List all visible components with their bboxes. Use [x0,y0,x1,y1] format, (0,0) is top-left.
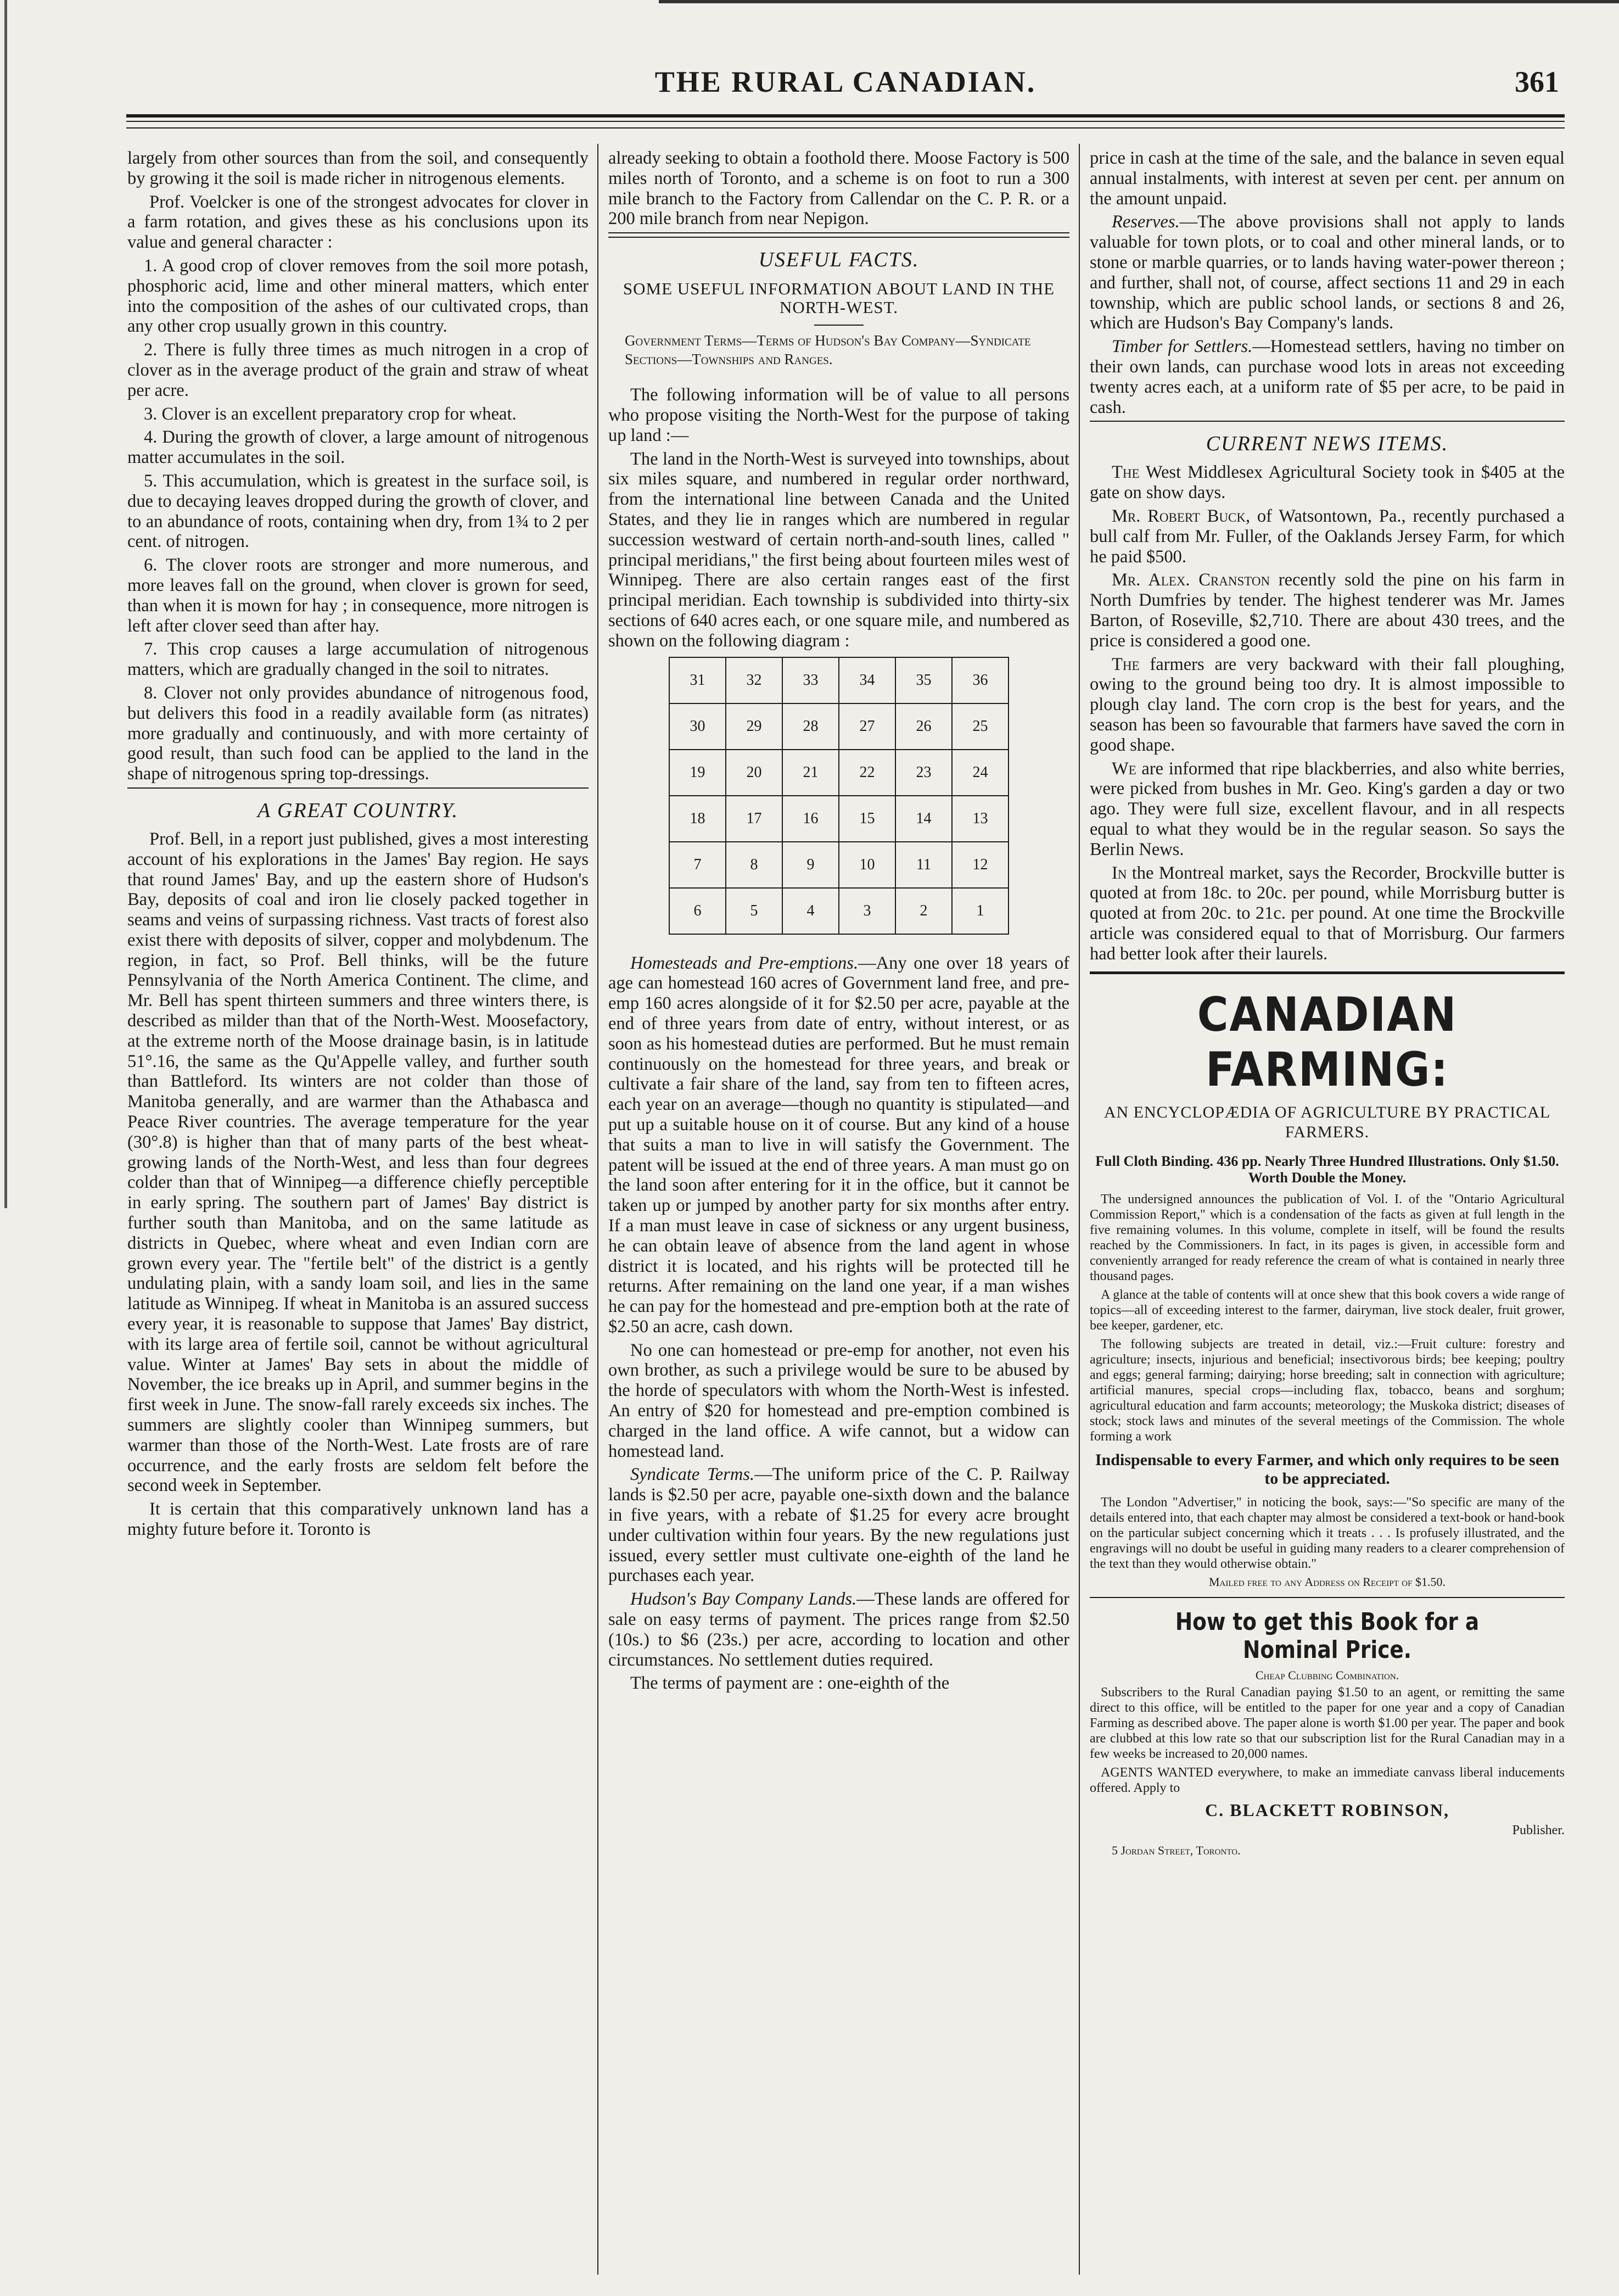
news-item [1090,462,1565,503]
table-row [669,657,1009,703]
run-in-heading: Syndicate Terms. [630,1465,755,1485]
article-paragraph: No one can homestead or pre-emp for another, not even his own brother, as such a privilege would be sure to be abused by the horde of speculators with whom the North-West is infested. An entry of $20 for homestead and pre-emption combined is charged in the land office. A wife cannot, but a widow can homestead land. [608,1340,1069,1461]
article-paragraph: The following information will be of value to all persons who propose visiting the North-West for the purpose of taking up land :— [608,385,1069,445]
section-divider [1090,421,1565,422]
news-lead: Mr. Alex. Cranston [1112,570,1270,590]
column-1 [127,148,589,2279]
section-cell: 21 [782,750,839,796]
page-number: 361 [1515,65,1559,98]
ad-subtitle: AN ENCYCLOPÆDIA OF AGRICULTURE BY PRACTICAL FARMERS. [1103,1103,1551,1142]
section-cell: 27 [839,703,895,750]
news-item [1090,570,1565,651]
ad-offer-subheading: Cheap Clubbing Combination. [1255,1668,1399,1683]
masthead-rule-thin-2 [126,127,1565,129]
section-cell: 6 [669,888,726,934]
section-cell: 15 [839,796,895,842]
ad-paragraph: Subscribers to the Rural Canadian paying $1.50 to an agent, or remitting the same direct to this office, will be entitled to the paper for one year and a copy of Canadian Farming as described above. The paper alone is worth $1.00 per year. The paper and book are clubbed at this low rate so that our subscription list for the Rural Canadian may in a few weeks be increased to 20,000 names. [1090,1685,1565,1762]
article-paragraph [608,953,1069,1337]
binding-edge [4,0,7,1208]
section-heading: CURRENT NEWS ITEMS. [1206,432,1449,456]
article-headline: SOME USEFUL INFORMATION ABOUT LAND IN THE NORTH-WEST. [623,279,1055,317]
section-cell: 2 [895,888,952,934]
run-in-heading: Reserves. [1112,212,1180,232]
table-row [669,750,1009,796]
column-divider [597,144,598,2275]
section-cell: 35 [895,657,952,703]
news-lead: The [1112,462,1140,483]
ad-title: CANADIAN FARMING: [1197,987,1458,1098]
news-lead: Mr. Robert Buck, [1112,506,1251,526]
list-item: 8. Clover not only provides abundance of nitrogenous food, but delivers this food in a readily available form (as nitrates) more gradually and continuously, and with more certainty of good result, than such food can be applied to the land in the shape of nitrogenous spring top-dressings. [127,683,589,784]
section-cell: 24 [952,750,1009,796]
township-diagram [669,657,1009,935]
article-paragraph: It is certain that this comparatively unknown land has a mighty future before it. Toronto is [127,1499,589,1539]
article-paragraph: Prof. Voelcker is one of the strongest advocates for clover in a farm rotation, and gives these as his conclusions upon its value and general character : [127,192,589,253]
run-in-heading: Hudson's Bay Company Lands. [630,1589,857,1610]
section-cell: 20 [726,750,782,796]
ad-offer-heading: How to get this Book for a Nominal Price. [1175,1608,1480,1664]
article-paragraph: largely from other sources than from the soil, and consequently by growing it the soil is made richer in nitrogenous elements. [127,148,589,188]
advertisement-divider [1090,971,1565,974]
advertisement [1090,987,1565,1861]
section-cell: 4 [782,888,839,934]
section-cell: 34 [839,657,895,703]
news-text: the Montreal market, says the Recorder, Brockville butter is quoted at from 18c. to 20c. per pound, while Morrisburg butter is quoted at from 20c. to 21c. per pound. At one time the Brockville article was considered equal to that of Morrisburg. Our farmers had better look after their laurels. [1090,863,1565,964]
section-cell: 31 [669,657,726,703]
section-cell: 26 [895,703,952,750]
section-cell: 36 [952,657,1009,703]
list-item: 1. A good crop of clover removes from the soil more potash, phosphoric acid, lime and other mineral matters, which enter into the composition of the ashes of our cultivated crops, than any other crop usually grown in this country. [127,255,589,337]
section-cell: 3 [839,888,895,934]
section-cell: 14 [895,796,952,842]
list-item: 7. This crop causes a large accumulation of nitrogenous matters, which are gradually changed in the soil to nitrates. [127,639,589,680]
ad-agents-note: AGENTS WANTED everywhere, to make an immediate canvass liberal inducements offered. Apply to [1090,1766,1565,1796]
news-item [1090,863,1565,964]
list-item: 6. The clover roots are stronger and more numerous, and more leaves fall on the ground, when clover is grown for seed, than when it is mown for hay ; in consequence, more nitrogen is left after clover seed than after hay. [127,555,589,636]
paper-title: THE RURAL CANADIAN. [654,65,1037,98]
top-edge-bar [659,0,1619,3]
list-item: 5. This accumulation, which is greatest in the surface soil, is due to decaying leaves dropped during the growth of clover, and to an abundance of roots, containing when dry, from 1¾ to 2 per cent. of nitrogen. [127,471,589,552]
ad-review-quote: The London "Advertiser," in noticing the book, says:—"So specific are many of the details entered into, that each chapter may almost be considered a text-book or hand-book on the particular subject concerning which it treats . . . Is profusely illustrated, and the engravings will no doubt be useful in guiding many readers to a clearer comprehension of the text than they would otherwise obtain." [1090,1495,1565,1572]
list-item: 2. There is fully three times as much nitrogen in a crop of clover as in the average product of the grain and straw of wheat per acre. [127,340,589,400]
section-cell: 10 [839,842,895,888]
column-divider [1079,144,1080,2275]
section-cell: 1 [952,888,1009,934]
publisher-address: 5 Jordan Street, Toronto. [1112,1843,1241,1858]
section-cell: 16 [782,796,839,842]
masthead-rule-thin [126,121,1565,122]
news-lead: In [1112,863,1127,883]
news-item [1090,655,1565,756]
run-in-heading: Homesteads and Pre-emptions. [630,953,859,973]
section-cell: 33 [782,657,839,703]
article-paragraph: Prof. Bell, in a report just published, gives a most interesting account of his explorations in the James' Bay region. He says that round James' Bay, and up the eastern shore of Hudson's Bay, deposits of coal and iron lie closely packed together in seams and veins of surpassing richness. Vast tracts of forest also exist there with deposits of silver, copper and molybdenum. The region, in fact, so Prof. Bell thinks, will be the future Pennsylvania of the North America Continent. The clime, and Mr. Bell has spent thirteen summers and three winters there, is described as milder than that of the North-West. Moosefactory, at the extreme north of the Moose drainage basin, is in latitude 51°.16, the same as the Qu'Appelle valley, and further south than Battleford. Its winters are not colder than those of Manitoba generally, and are warmer than the Athabasca and Peace River countries. The average temperature for the year (30°.8) is higher than that of many parts of the best wheat-growing lands of the North-West, and less than four degrees colder than that of Winnipeg—a difference chiefly perceptible in early spring. The southern part of James' Bay district is further south than Manitoba, and on the same latitude as districts in Quebec, where wheat and even Indian corn are grown every year. The "fertile belt" of the district is a gently undulating plain, with a sandy loam soil, and lies in the same latitude as Winnipeg. If wheat in Manitoba is an assured success every year, it is reasonable to suppose that James' Bay district, with its large area of fertile soil, cannot be without agricultural value. Winter at James' Bay sets in about the middle of November, the ice breaks up in April, and summer begins in the first week in June. The snow-fall rarely exceeds six inches. The summers are slightly cooler than Winnipeg summers, but warmer than those of the North-West. Late frosts are of rare occurrence, and the early frosts are seldom felt before the second week in September. [127,829,589,1496]
article-paragraph: The terms of payment are : one-eighth of the [630,1673,950,1694]
ad-paragraph: The undersigned announces the publication of Vol. I. of the "Ontario Agricultural Commission Report," which is a condensation of the facts as given at full length in the five remaining volumes. In this volume, complete in itself, will be found the results reached by the Commissioners. In fact, in its pages is given, in accessible form and conveniently arranged for ready reference the cream of what is contained in nearly three thousand pages. [1090,1192,1565,1284]
paragraph-text: —Any one over 18 years of age can homestead 160 acres of Government land free, and pre-emp 160 acres alongside of it for $2.50 per acre, payable at the end of three years from date of entry, without interest, or as soon as his homestead duties are performed. But he must remain continuously on the homestead for three years, and break or cultivate a fair share of the land, say from ten to fifteen acres, each year on an average—though no quantity is stipulated—and put up a suitable house on it of course. But any kind of a house that suits a man to live in will satisfy the Government. The patent will be issued at the end of three years. A man must go on the land soon after entering for it in the office, but it cannot be taken up or jumped by another party for six months after entry. If a man must leave in case of sickness or any urgent business, he can obtain leave of absence from the land agent in whose district it is located, and his rights will be protected till he returns. After remaining on the land one year, if a man wishes he can pay for the homestead and pre-emption both at the rate of $2.50 an acre, cash down. [608,953,1069,1337]
section-divider [608,232,1069,238]
table-row [669,703,1009,750]
article-paragraph: The land in the North-West is surveyed into townships, about six miles square, and numbered in regular order northward, from the international line between Canada and the United States, and they lie in ranges which are numbered in regular succession westward of certain north-and-south lines, called " principal meridians," the first being about fourteen miles west of Winnipeg. There are also certain ranges east of the first principal meridian. Each township is subdivided into thirty-six sections of 640 acres each, or one square mile, and numbered as shown on the following diagram : [608,449,1069,651]
publisher-name: C. BLACKETT ROBINSON, [1205,1800,1450,1820]
run-in-heading: Timber for Settlers. [1112,337,1253,357]
short-rule [814,325,864,326]
paragraph-text: —The above provisions shall not apply to lands valuable for town plots, or to coal and other mineral lands, or to stone or marble quarries, or to lands having water-power thereon ; and further, shall not, of course, affect sections 11 and 29 in each township, which are public school lands, or sections 8 and 26, which are Hudson's Bay Company's lands. [1090,212,1565,333]
section-cell: 29 [726,703,782,750]
section-cell: 17 [726,796,782,842]
masthead-rule [126,114,1565,118]
article-paragraph [608,1589,1069,1670]
section-cell: 7 [669,842,726,888]
section-cell: 8 [726,842,782,888]
section-cell: 9 [782,842,839,888]
article-paragraph: price in cash at the time of the sale, and the balance in seven equal annual instalments, with interest at seven per cent. per annum on the amount unpaid. [1090,148,1565,209]
section-cell: 13 [952,796,1009,842]
article-paragraph [608,1465,1069,1586]
ad-tagline: Indispensable to every Farmer, and which only requires to be seen to be appreciated. [1095,1451,1560,1488]
article-subheading: Government Terms—Terms of Hudson's Bay Company—Syndicate Sections—Townships and Ranges. [625,332,1031,368]
paragraph-text: —Homestead settlers, having no timber on their own lands, can purchase wood lots in areas not exceeding twenty acres each, at a uniform rate of $5 per acre, to be paid in cash. [1090,337,1565,417]
column-3 [1090,148,1565,2279]
section-cell: 19 [669,750,726,796]
section-cell: 22 [839,750,895,796]
news-lead: The [1112,654,1140,674]
table-row [669,796,1009,842]
table-row [669,842,1009,888]
news-text: are informed that ripe blackberries, and also white berries, were picked from bushes in Mr. Geo. King's garden a day or two ago. They were full size, excellent flavour, and in all respects equal to what they would be in the regular season. So says the Berlin News. [1090,758,1565,859]
news-item [1090,506,1565,567]
list-item: 3. Clover is an excellent preparatory crop for wheat. [144,404,517,424]
section-heading: A GREAT COUNTRY. [257,798,459,822]
paragraph-text: —The uniform price of the C. P. Railway lands is $2.50 per acre, payable one-sixth down and the balance in five years, with a rebate of $1.25 for every acre brought under cultivation within four years. By the new regulations just issued, every settler must cultivate one-eighth of the land he purchases each year. [608,1465,1069,1586]
ad-binding-info: Full Cloth Binding. 436 pp. Nearly Three Hundred Illustrations. Only $1.50. Worth Double the Money. [1095,1153,1559,1186]
table-row [669,888,1009,934]
ad-divider [1090,1597,1565,1598]
news-text: of Watsontown, Pa., recently purchased a bull calf from Mr. Fuller, of the Oaklands Jersey Farm, for which he paid $500. [1090,506,1565,567]
section-cell: 12 [952,842,1009,888]
publisher-title: Publisher. [1512,1823,1565,1838]
list-item: 4. During the growth of clover, a large amount of nitrogenous matter accumulates in the soil. [127,427,589,468]
ad-paragraph: A glance at the table of contents will at once shew that this book covers a wide range of topics—all of exceeding interest to the farmer, dairyman, live stock dealer, fruit grower, bee keeper, gardener, etc. [1090,1288,1565,1333]
news-text: farmers are very backward with their fall ploughing, owing to the ground being too dry. It is almost impossible to plough clay land. The corn crop is the best for years, and the season has been so favourable that farmers have saved the corn in good shape. [1090,654,1565,755]
section-cell: 28 [782,703,839,750]
article-paragraph [1090,212,1565,333]
section-cell: 32 [726,657,782,703]
column-2 [608,148,1069,2279]
section-cell: 30 [669,703,726,750]
section-cell: 25 [952,703,1009,750]
news-text: West Middlesex Agricultural Society took in $405 at the gate on show days. [1090,462,1565,503]
section-divider [127,787,589,789]
masthead [126,65,1565,103]
section-heading: USEFUL FACTS. [758,248,920,272]
ad-mail-note: Mailed free to any Address on Receipt of $1.50. [1209,1575,1446,1589]
paragraph-text: —These lands are offered for sale on easy terms of payment. The prices range from $2.50 (10s.) to $6 (23s.) per acre, according to location and other circumstances. No settlement duties required. [608,1589,1069,1670]
news-item [1090,759,1565,860]
article-paragraph: already seeking to obtain a foothold there. Moose Factory is 500 miles north of Toronto, and a scheme is on foot to run a 300 mile branch to the Factory from Callendar on the C. P. R. or a 200 mile branch from near Nepigon. [608,148,1069,229]
numbered-list [127,256,589,784]
section-cell: 11 [895,842,952,888]
news-text: recently sold the pine on his farm in North Dumfries by tender. The highest tenderer was Mr. James Barton, of Roseville, $2,710. There are about 430 trees, and the price is considered a good one. [1090,570,1565,651]
ad-paragraph: The following subjects are treated in detail, viz.:—Fruit culture: forestry and agriculture; insects, injurious and beneficial; insectivorous birds; bee keeping; poultry and eggs; general farming; dairying; horse breeding; salt in connection with agriculture; artificial manures, special crops—including flax, tobacco, beans and sorghum; agricultural education and farm accounts; meteorology; the Muskoka district; diseases of stock; stock laws and minutes of the several meetings of the Commission. The whole forming a work [1090,1337,1565,1444]
section-cell: 23 [895,750,952,796]
section-cell: 18 [669,796,726,842]
section-cell: 5 [726,888,782,934]
news-lead: We [1112,758,1136,779]
article-paragraph [1090,337,1565,417]
